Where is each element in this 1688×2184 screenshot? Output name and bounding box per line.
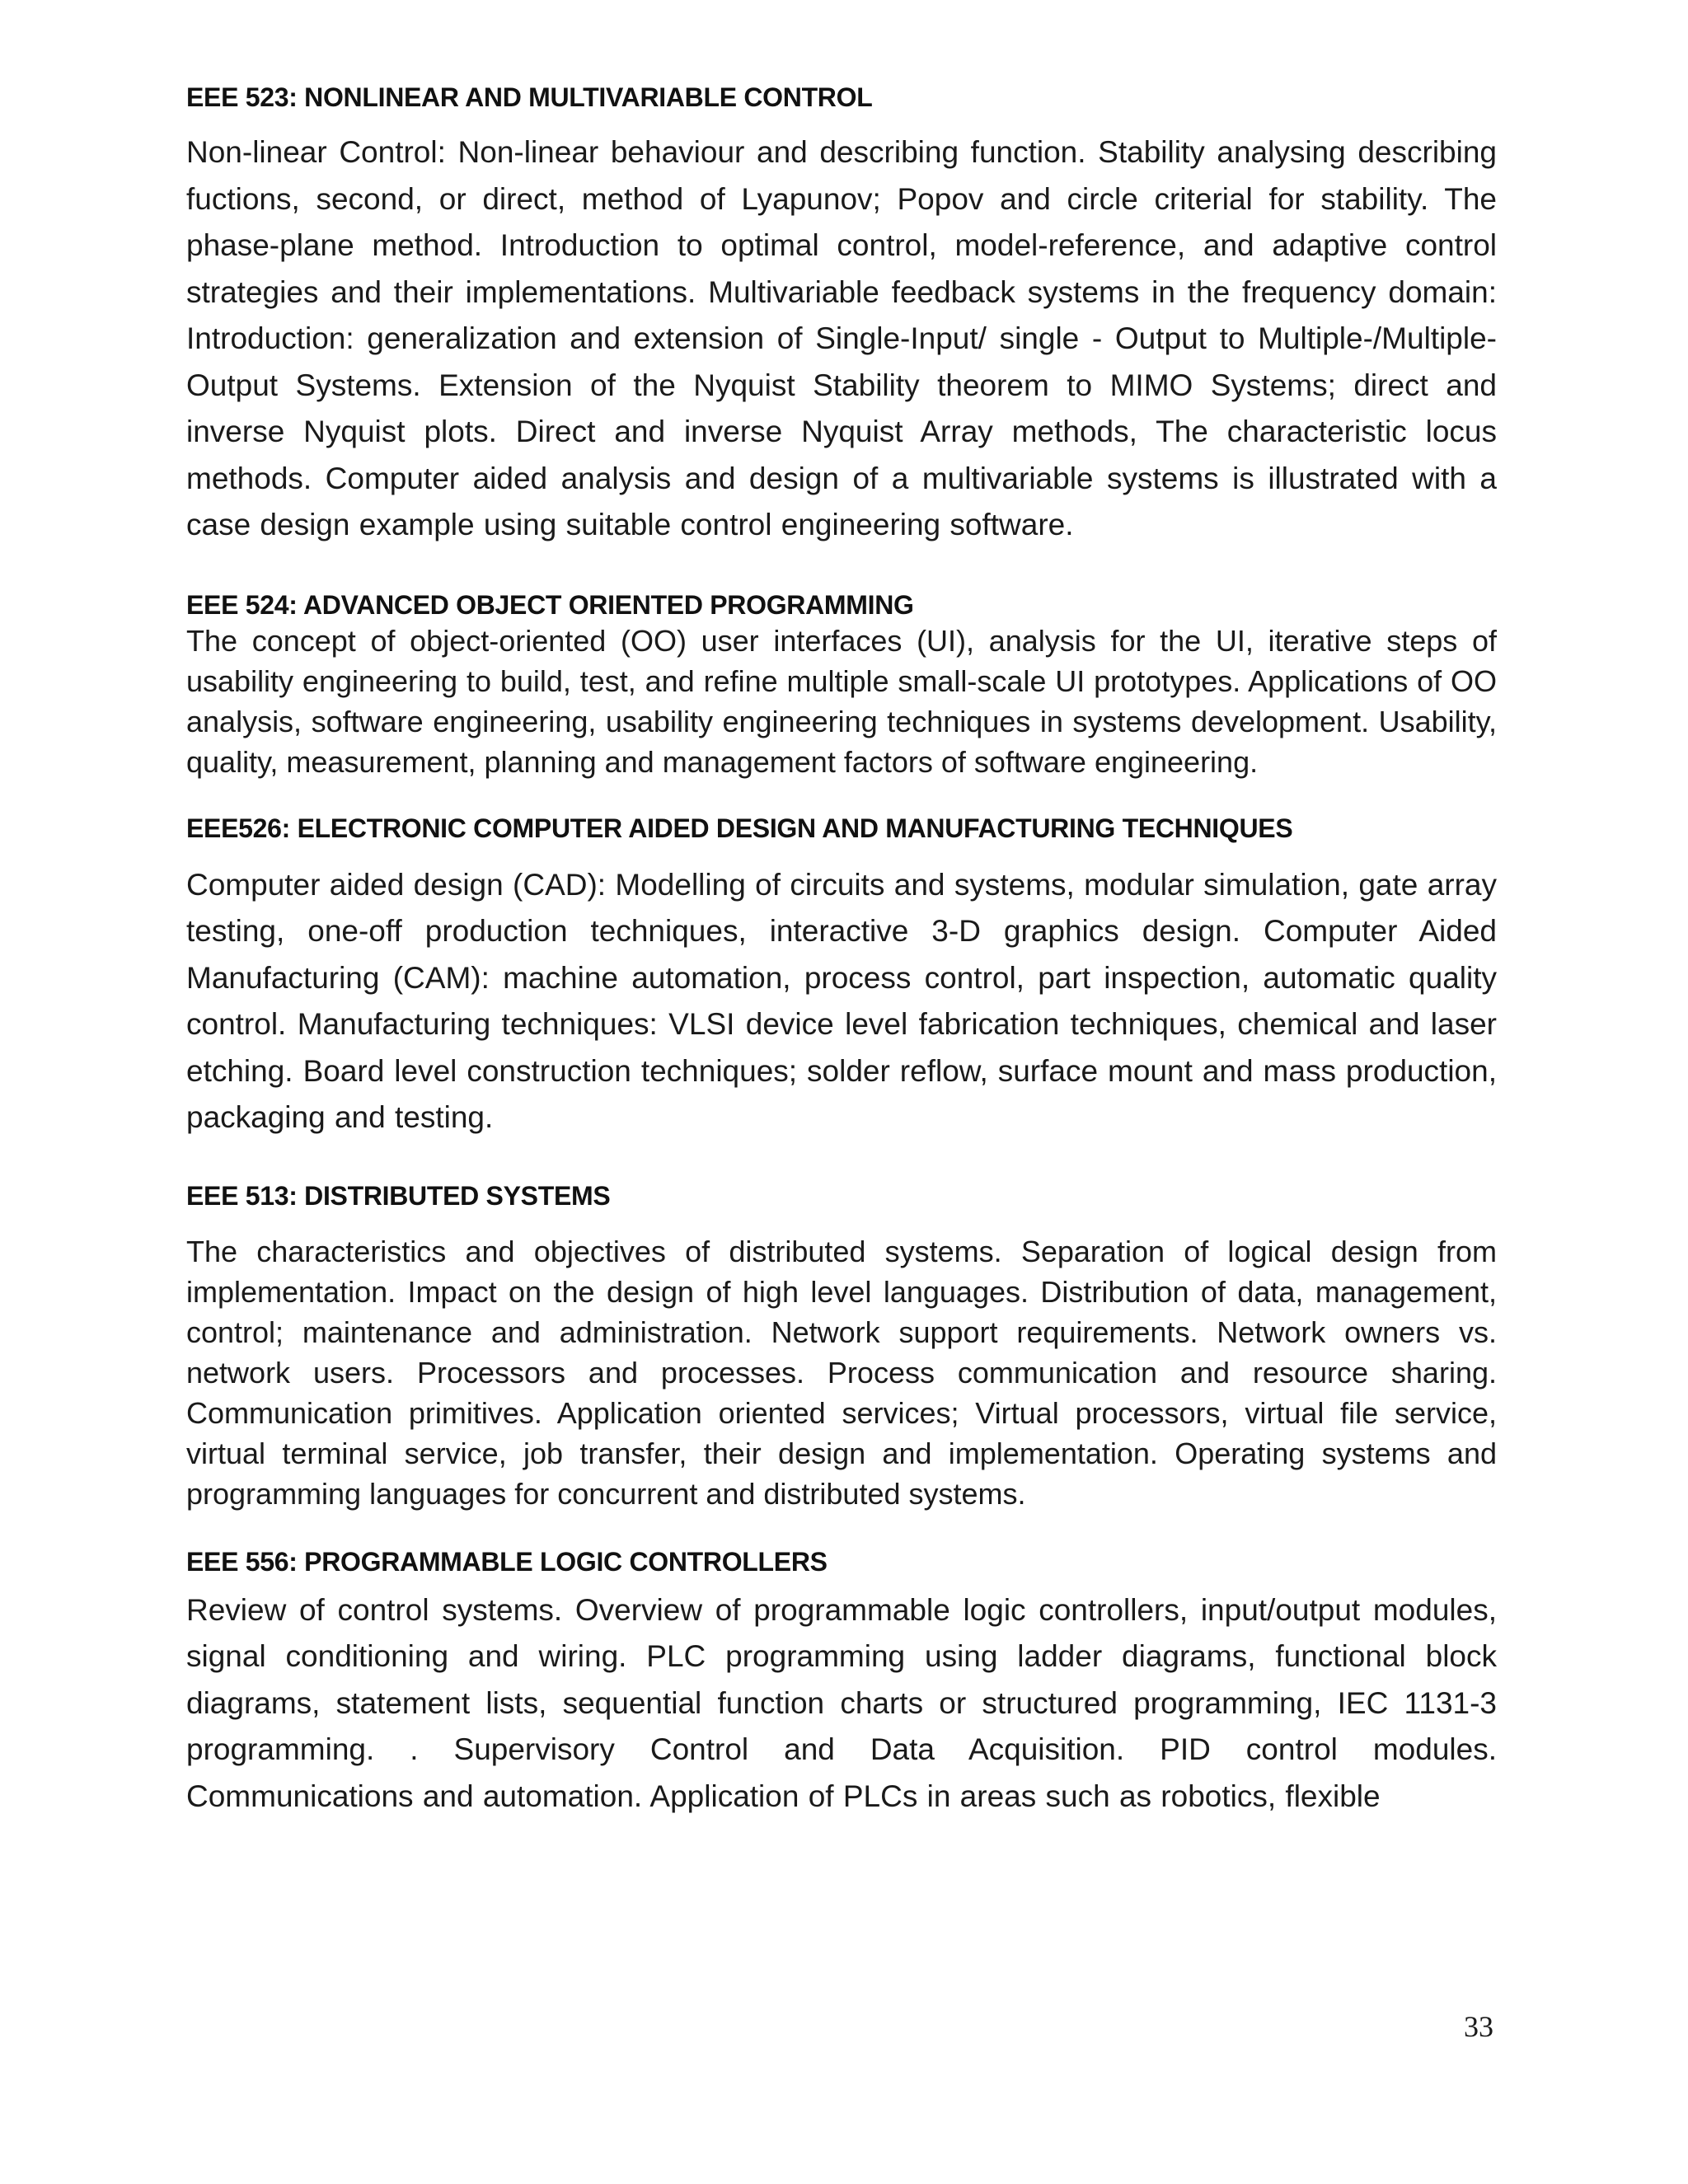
course-description-eee523: Non-linear Control: Non-linear behaviour and describing function. Stability analysing describing fuctions, second, or direct, method of Lyapunov; Popov and circle criterial for stability. The phase-plane method. Introduction to optimal control, model-reference, and adaptive control strategies and their implementations. Multivariable feedback systems in the frequency domain: Introduction: generalization and extension of Single-Input/ single - Output to Multiple-/Multiple-Output Systems. Extension of the Nyquist Stability theorem to MIMO Systems; direct and inverse Nyquist plots. Direct and inverse Nyquist Array methods, The characteristic locus methods. Computer aided analysis and design of a multivariable systems is illustrated with a case design example using suitable control engineering software.	[186, 135, 1497, 541]
course-heading-eee513: EEE 513: DISTRIBUTED SYSTEMS	[186, 1180, 611, 1211]
course-heading-eee556: EEE 556: PROGRAMMABLE LOGIC CONTROLLERS	[186, 1546, 828, 1577]
course-heading-eee523: EEE 523: NONLINEAR AND MULTIVARIABLE CONTROL	[186, 82, 873, 112]
page-number: 33	[1464, 2010, 1493, 2043]
course-heading-eee526: EEE526: ELECTRONIC COMPUTER AIDED DESIGN AND MANUFACTURING TECHNIQUES	[186, 813, 1293, 843]
course-description-eee556: Review of control systems. Overview of programmable logic controllers, input/output modules, signal conditioning and wiring. PLC programming using ladder diagrams, functional block diagrams, statement lists, sequential function charts or structured programming, IEC 1131-3 programming. . Supervisory Control and Data Acquisition. PID control modules. Communications and automation. Application of PLCs in areas such as robotics, flexible	[186, 1592, 1497, 1813]
course-description-eee524: The concept of object-oriented (OO) user interfaces (UI), analysis for the UI, iterative steps of usability engineering to build, test, and refine multiple small-scale UI prototypes. Applications of OO analysis, software engineering, usability engineering techniques in systems development. Usability, quality, measurement, planning and management factors of software engineering.	[186, 623, 1497, 779]
course-description-eee513: The characteristics and objectives of distributed systems. Separation of logical design from implementation. Impact on the design of high level languages. Distribution of data, management, control; maintenance and administration. Network support requirements. Network owners vs. network users. Processors and processes. Process communication and resource sharing. Communication primitives. Application oriented services; Virtual processors, virtual file service, virtual terminal service, job transfer, their design and implementation. Operating systems and programming languages for concurrent and distributed systems.	[186, 1234, 1497, 1511]
document-page	[186, 82, 1497, 1820]
course-description-eee526: Computer aided design (CAD): Modelling of circuits and systems, modular simulation, gate array testing, one-off production techniques, interactive 3-D graphics design. Computer Aided Manufacturing (CAM): machine automation, process control, part inspection, automatic quality control. Manufacturing techniques: VLSI device level fabrication techniques, chemical and laser etching. Board level construction techniques; solder reflow, surface mount and mass production, packaging and testing.	[186, 867, 1497, 1134]
course-heading-eee524: EEE 524: ADVANCED OBJECT ORIENTED PROGRAMMING	[186, 589, 914, 620]
